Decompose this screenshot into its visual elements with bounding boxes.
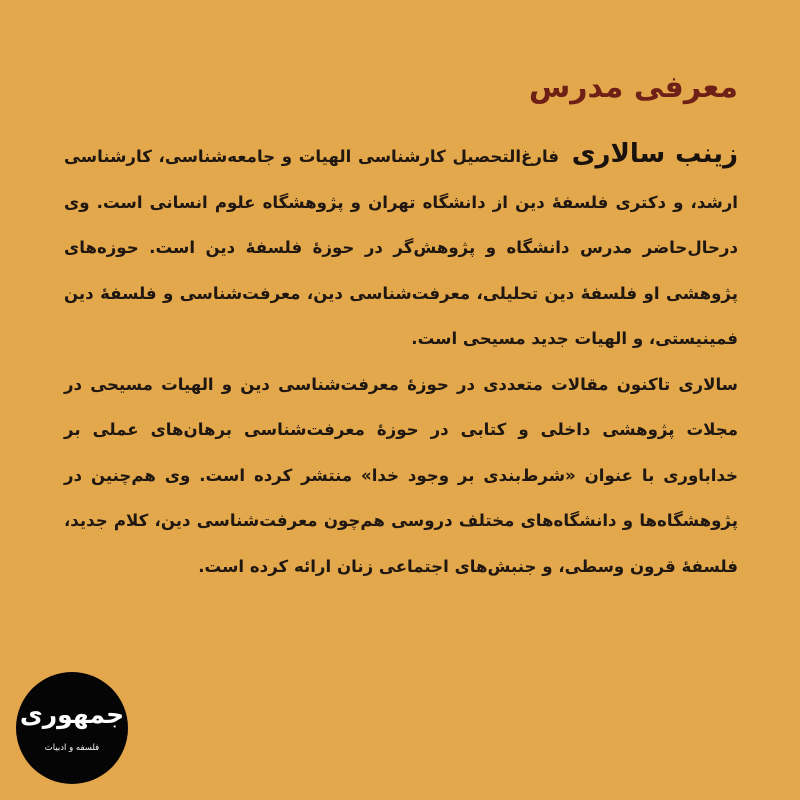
logo-subtitle: فلسفه و ادبیات: [44, 743, 100, 753]
jomhouri-logo: [16, 672, 128, 784]
bio-text: [64, 132, 738, 589]
logo-title: جمهوری: [19, 700, 125, 729]
instructor-name: زینب سالاری: [571, 139, 738, 169]
page-title: معرفی مدرس: [528, 70, 738, 105]
bio-paragraph-1-text: فارغ‌التحصیل کارشناسی الهیات و جامعه‌شناسی، کارشناسی ارشد، و دکتری فلسفهٔ دین از دانشگاه تهران و پژوهشگاه علوم انسانی است. وی درحال‌حاضر مدرس دانشگاه و پژوهش‌گر در حوزهٔ فلسفهٔ دین است. حوزه‌های پژوهشی او فلسفهٔ دین تحلیلی، معرفت‌شناسی دین، معرفت‌شناسی و فلسفهٔ دین فمینیستی، و الهیات جدید مسیحی است.: [64, 147, 738, 348]
bio-paragraph-2: سالاری تاکنون مقالات متعددی در حوزهٔ معرفت‌شناسی دین و الهیات مسیحی در مجلات پژوهشی داخلی و کتابی در حوزهٔ معرفت‌شناسی برهان‌های عملی بر خداباوری با عنوان «شرط‌بندی بر وجود خدا» منتشر کرده است. وی هم‌چنین در پژوهشگاه‌ها و دانشگاه‌های مختلف دروسی هم‌چون معرفت‌شناسی دین، کلام جدید، فلسفهٔ قرون وسطی، و جنبش‌های اجتماعی زنان ارائه کرده است.: [64, 374, 738, 576]
bio-paragraph-1: [64, 132, 738, 362]
